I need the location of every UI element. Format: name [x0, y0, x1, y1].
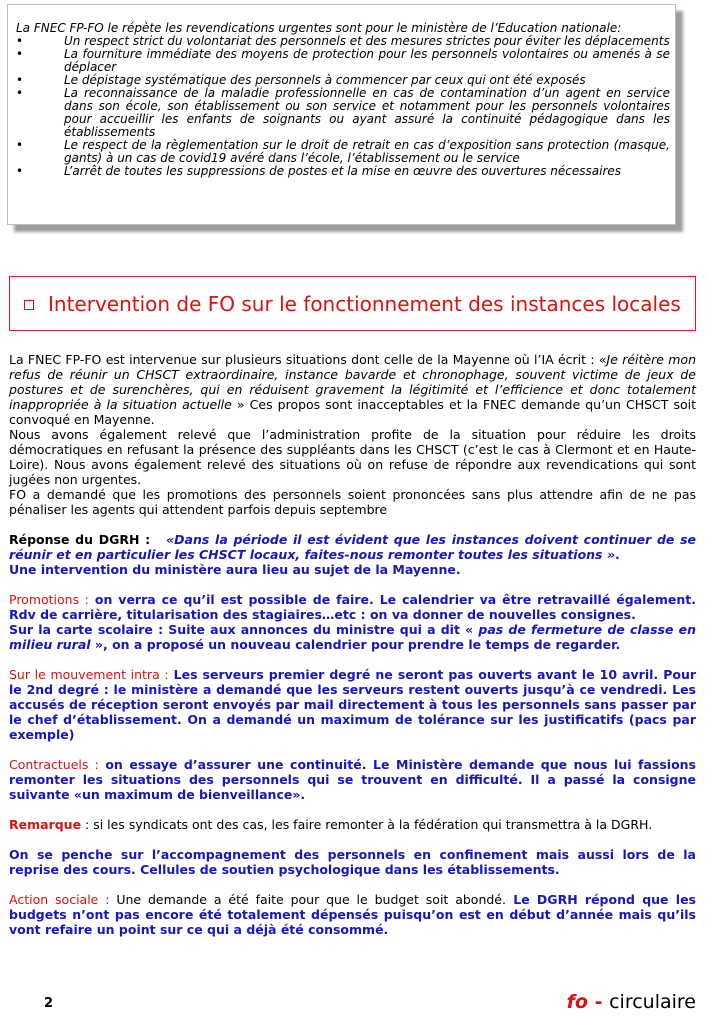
bullet-icon: •	[16, 34, 24, 48]
demand-item: • La fourniture immédiate des moyens de protection pour les personnels volontaires ou amenés à se déplacer	[16, 47, 670, 74]
paragraph-mayenne: La FNEC FP-FO est intervenue sur plusieurs situations dont celle de la Mayenne où l’IA écrit : «Je réitère mon refus de réunir un CHSCT extraordinaire, instance bavarde et chronophage, souvent victime de jeux de postures et de surenchères, qui en réduisent gravement la légitimité et l’efficience et donc totalement inappropriée à la situation actuelle » Ces propos sont inacceptables et la FNEC demande qu’un CHSCT soit convoqué en Mayenne.	[9, 352, 697, 427]
demand-item: • La reconnaissance de la maladie professionnelle en cas de contamination d’un agent en service dans son école, son établissement ou son service et notamment pour les personnels volontaires pour accueillir les enfants de soignants ou ayant assuré la continuité pédagogique dans les établissements	[16, 86, 670, 139]
body-text	[9, 352, 696, 937]
bullet-icon: •	[16, 164, 24, 178]
paragraph-promotions-request: FO a demandé que les promotions des personnels soient prononcées sans plus attendre afin de ne pas pénaliser les agents qui attendent parfois depuis septembre	[9, 487, 696, 517]
action-sociale-block: Action sociale : Une demande a été faite pour que le budget soit abondé. Le DGRH répond que les budgets n’ont pas encore été totalement dépensés puisqu’on est en début d’année mais qu’ils vont refaire un point sur ce qui a déjà été consommé.	[9, 892, 696, 937]
footer-brand: fo - circulaire	[566, 991, 696, 1013]
demand-item: • Un respect strict du volontariat des personnels et des mesures strictes pour éviter les déplacements	[16, 34, 670, 48]
contractuels-block: Contractuels : on essaye d’assurer une continuité. Le Ministère demande que nous lui fassions remonter les situations des personnels qui se trouvent en difficulté. Il a passé la consigne suivante «un maximum de bienveillance».	[9, 757, 697, 802]
remarque-block: Remarque : si les syndicats ont des cas, les faire remonter à la fédération qui transmettra à la DGRH.	[9, 817, 653, 832]
checkbox-square-icon	[24, 300, 34, 310]
demand-item: • Le dépistage systématique des personnels à commencer par ceux qui ont été exposés	[16, 73, 586, 87]
bullet-icon: •	[16, 138, 24, 152]
section-header	[9, 276, 696, 331]
bullet-icon: •	[16, 73, 24, 87]
demands-box	[7, 4, 676, 225]
dgrh-response: Réponse du DGRH : «Dans la période il est évident que les instances doivent continuer de se réunir et en particulier les CHSCT locaux, faites-nous remonter toutes les situations ». Une intervention du ministère aura lieu au sujet de la Mayenne.	[9, 532, 696, 577]
bullet-icon: •	[16, 86, 24, 100]
page-number: 2	[44, 996, 54, 1011]
demands-intro: La FNEC FP-FO le répète les revendications urgentes sont pour le ministère de l’Education nationale:	[16, 21, 622, 35]
paragraph-suppleants: Nous avons également relevé que l’administration profite de la situation pour réduire les droits démocratiques en refusant la présence des suppléants dans les CHSCT (c’est le cas à Clermont et en Haute-Loire). Nous avons également relevé des situations où on refuse de répondre aux revendications qui sont jugées non urgentes.	[9, 427, 696, 487]
demand-item: • L’arrêt de toutes les suppressions de postes et la mise en œuvre des ouvertures nécessaires	[16, 164, 622, 178]
demand-item: • Le respect de la règlementation sur le droit de retrait en cas d’exposition sans protection (masque, gants) à un cas de covid19 avéré dans l’école, l’établissement ou le service	[16, 138, 670, 165]
accompagnement-block: On se penche sur l’accompagnement des personnels en confinement mais aussi lors de la reprise des cours. Cellules de soutien psychologique dans les établissements.	[9, 847, 696, 877]
section-title: Intervention de FO sur le fonctionnement des instances locales	[48, 291, 681, 316]
mouvement-block: Sur le mouvement intra : Les serveurs premier degré ne seront pas ouverts avant le 10 avril. Pour le 2nd degré : le ministère a demandé que les serveurs restent ouverts jusqu’à ce vendredi. Les accusés de réception seront envoyés par mail directement à tous les personnels sans passer par le chef d’établissement. On a demandé un maximum de tolérance sur les justificatifs (pacs par exemple)	[9, 667, 697, 742]
promotions-block: Promotions : on verra ce qu’il est possible de faire. Le calendrier va être retravaillé également. Rdv de carrière, titularisation des stagiaires…etc : on va donner de nouvelles consignes. Sur la carte scolaire : Suite aux annonces du ministre qui a dit « pas de fermeture de classe en milieu rural », on a proposé un nouveau calendrier pour prendre le temps de regarder.	[9, 592, 697, 652]
bullet-icon: •	[16, 47, 24, 61]
